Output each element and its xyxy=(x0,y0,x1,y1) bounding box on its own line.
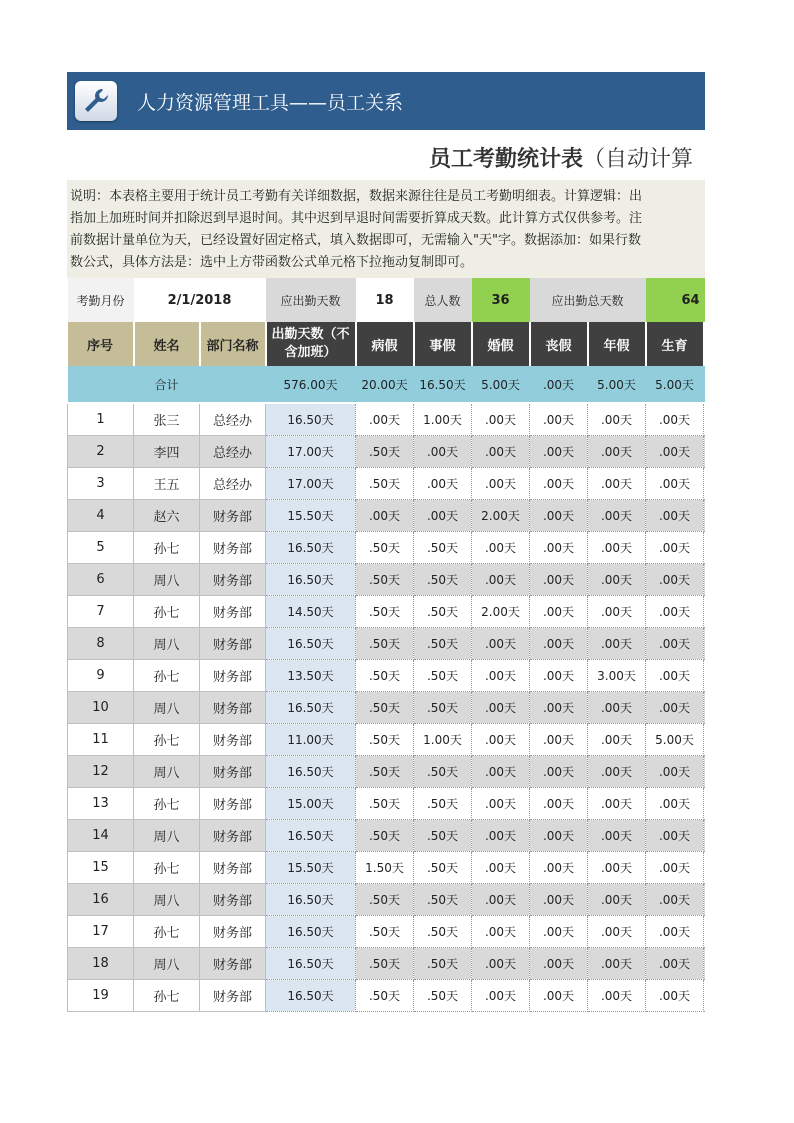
table-cell[interactable]: 16.50天 xyxy=(266,403,356,436)
table-cell[interactable]: 王五 xyxy=(134,468,200,500)
wrench-icon xyxy=(75,81,117,121)
table-cell[interactable]: .00天 xyxy=(530,500,588,532)
table-cell[interactable]: .00天 xyxy=(646,660,704,692)
table-cell xyxy=(704,724,705,756)
table-cell[interactable]: 1.50天 xyxy=(356,852,414,884)
table-cell[interactable]: .50天 xyxy=(414,884,472,916)
people-value[interactable]: 36 xyxy=(472,278,530,322)
col-header-funeral: 丧假 xyxy=(530,322,588,366)
table-cell[interactable]: .50天 xyxy=(356,532,414,564)
table-cell[interactable]: .00天 xyxy=(530,756,588,788)
table-cell[interactable]: .00天 xyxy=(588,820,646,852)
table-cell[interactable]: .00天 xyxy=(472,788,530,820)
table-cell[interactable]: 10 xyxy=(68,692,134,724)
table-cell[interactable]: .00天 xyxy=(646,468,704,500)
days-label: 应出勤天数 xyxy=(266,278,356,322)
table-cell[interactable]: 财务部 xyxy=(200,980,266,1012)
table-cell[interactable]: .00天 xyxy=(646,403,704,436)
table-cell[interactable]: 周八 xyxy=(134,884,200,916)
table-cell[interactable]: 张三 xyxy=(134,403,200,436)
table-cell[interactable]: .50天 xyxy=(356,692,414,724)
days-value[interactable]: 18 xyxy=(356,278,414,322)
table-cell[interactable]: 12 xyxy=(68,756,134,788)
note-line: 数公式，具体方法是：选中上方带函数公式单元格下拉拖动复制即可。 xyxy=(70,255,474,270)
table-cell xyxy=(704,884,705,916)
col-header-dept: 部门名称 xyxy=(200,322,266,366)
table-cell[interactable]: .00天 xyxy=(646,596,704,628)
table-cell[interactable]: .00天 xyxy=(472,980,530,1012)
table-row xyxy=(68,532,706,564)
table-cell[interactable]: 4 xyxy=(68,500,134,532)
table-cell[interactable]: .00天 xyxy=(646,692,704,724)
table-row xyxy=(68,500,706,532)
note-line: 前数据计量单位为天，已经设置好固定格式，填入数据即可，无需输入"天"字。数据添加：如果行数 xyxy=(70,233,641,248)
table-cell[interactable]: .00天 xyxy=(530,980,588,1012)
page-title-sub: （自动计算 xyxy=(583,147,694,172)
table-cell[interactable]: .00天 xyxy=(646,788,704,820)
table-row xyxy=(68,596,706,628)
table-cell[interactable]: 14 xyxy=(68,820,134,852)
table-cell[interactable]: .50天 xyxy=(414,756,472,788)
month-label: 考勤月份 xyxy=(68,278,134,322)
table-cell[interactable]: .00天 xyxy=(588,980,646,1012)
table-cell[interactable]: 财务部 xyxy=(200,948,266,980)
table-cell[interactable]: .00天 xyxy=(646,820,704,852)
col-header-marriage: 婚假 xyxy=(472,322,530,366)
totals-row xyxy=(68,366,706,403)
table-cell[interactable]: 7 xyxy=(68,596,134,628)
table-cell[interactable]: 周八 xyxy=(134,756,200,788)
table-cell[interactable]: 李四 xyxy=(134,436,200,468)
table-cell[interactable]: 8 xyxy=(68,628,134,660)
col-header-index: 序号 xyxy=(68,322,134,366)
total-days-label: 应出勤总天数 xyxy=(530,278,646,322)
spreadsheet-view xyxy=(67,72,705,1038)
table-cell[interactable]: 2.00天 xyxy=(472,596,530,628)
table-cell[interactable]: .00天 xyxy=(646,500,704,532)
table-cell[interactable]: .50天 xyxy=(414,628,472,660)
table-cell[interactable]: 16.50天 xyxy=(266,884,356,916)
table-cell[interactable]: .50天 xyxy=(356,660,414,692)
total-cell[interactable]: 5.00天 xyxy=(472,366,530,403)
total-cell[interactable]: 5.00天 xyxy=(646,366,704,403)
col-header-maternity: 生育 xyxy=(646,322,704,366)
table-cell[interactable]: 总经办 xyxy=(200,403,266,436)
table-cell[interactable]: .00天 xyxy=(646,884,704,916)
banner xyxy=(67,72,705,130)
table-cell[interactable]: .00天 xyxy=(530,660,588,692)
table-cell[interactable]: 18 xyxy=(68,948,134,980)
table-cell[interactable]: 3.00天 xyxy=(588,660,646,692)
table-cell[interactable]: .50天 xyxy=(414,788,472,820)
table-row xyxy=(68,468,706,500)
banner-title: 人力资源管理工具——员工关系 xyxy=(137,92,404,114)
table-cell xyxy=(704,468,705,500)
col-header-overflow xyxy=(704,322,705,366)
table-cell[interactable]: .50天 xyxy=(414,852,472,884)
table-cell[interactable]: 财务部 xyxy=(200,916,266,948)
table-row xyxy=(68,660,706,692)
table-cell[interactable]: 5.00天 xyxy=(646,724,704,756)
table-cell[interactable]: 赵六 xyxy=(134,500,200,532)
table-row xyxy=(68,692,706,724)
table-cell xyxy=(704,596,705,628)
table-cell[interactable]: 16.50天 xyxy=(266,756,356,788)
table-cell[interactable]: .00天 xyxy=(588,596,646,628)
table-cell[interactable]: 财务部 xyxy=(200,788,266,820)
table-cell[interactable]: .00天 xyxy=(646,532,704,564)
table-cell[interactable]: 孙七 xyxy=(134,852,200,884)
table-row xyxy=(68,564,706,596)
table-cell[interactable]: .50天 xyxy=(356,596,414,628)
table-cell[interactable]: .00天 xyxy=(646,948,704,980)
table-cell[interactable]: .50天 xyxy=(414,820,472,852)
table-cell[interactable]: .00天 xyxy=(472,692,530,724)
table-cell[interactable]: 财务部 xyxy=(200,564,266,596)
table-cell[interactable]: 1.00天 xyxy=(414,724,472,756)
table-cell[interactable]: 2 xyxy=(68,436,134,468)
table-cell[interactable]: .50天 xyxy=(356,468,414,500)
table-cell xyxy=(704,692,705,724)
table-cell[interactable]: .00天 xyxy=(646,628,704,660)
total-days-value[interactable]: 64 xyxy=(646,278,705,322)
table-cell[interactable]: .00天 xyxy=(472,884,530,916)
table-cell[interactable]: 财务部 xyxy=(200,852,266,884)
table-cell[interactable]: 16.50天 xyxy=(266,980,356,1012)
table-cell xyxy=(704,788,705,820)
table-cell[interactable]: .00天 xyxy=(588,692,646,724)
table-cell[interactable]: .00天 xyxy=(472,820,530,852)
table-cell[interactable]: 财务部 xyxy=(200,660,266,692)
totals-label: 合计 xyxy=(68,366,266,403)
table-cell[interactable]: 财务部 xyxy=(200,532,266,564)
table-cell[interactable]: .50天 xyxy=(356,820,414,852)
table-row xyxy=(68,628,706,660)
table-cell[interactable]: 总经办 xyxy=(200,468,266,500)
table-cell[interactable]: .00天 xyxy=(646,980,704,1012)
table-cell[interactable]: .50天 xyxy=(356,948,414,980)
table-cell[interactable]: 孙七 xyxy=(134,916,200,948)
attendance-table xyxy=(67,278,705,1012)
table-row xyxy=(68,436,706,468)
table-cell[interactable]: 17 xyxy=(68,916,134,948)
table-cell[interactable]: .50天 xyxy=(414,916,472,948)
table-cell[interactable]: 16.50天 xyxy=(266,948,356,980)
table-cell[interactable]: .00天 xyxy=(472,916,530,948)
table-row xyxy=(68,948,706,980)
table-cell[interactable]: 孙七 xyxy=(134,596,200,628)
table-cell[interactable]: 周八 xyxy=(134,948,200,980)
table-cell[interactable]: .00天 xyxy=(588,468,646,500)
table-cell[interactable]: .00天 xyxy=(530,692,588,724)
table-cell[interactable]: 周八 xyxy=(134,564,200,596)
table-row xyxy=(68,980,706,1012)
table-row xyxy=(68,916,706,948)
table-cell[interactable]: .00天 xyxy=(588,884,646,916)
table-cell[interactable]: .50天 xyxy=(356,436,414,468)
table-cell[interactable]: .00天 xyxy=(414,468,472,500)
table-cell[interactable]: 11.00天 xyxy=(266,724,356,756)
table-cell[interactable]: 15.50天 xyxy=(266,852,356,884)
table-cell[interactable]: 财务部 xyxy=(200,884,266,916)
table-cell[interactable]: .00天 xyxy=(588,948,646,980)
table-cell[interactable]: .00天 xyxy=(472,436,530,468)
col-header-sick: 病假 xyxy=(356,322,414,366)
table-cell xyxy=(704,500,705,532)
table-cell[interactable]: 周八 xyxy=(134,820,200,852)
table-cell[interactable]: 17.00天 xyxy=(266,436,356,468)
col-header-personal: 事假 xyxy=(414,322,472,366)
table-cell xyxy=(704,436,705,468)
table-cell[interactable]: 16.50天 xyxy=(266,532,356,564)
table-cell xyxy=(704,628,705,660)
table-cell[interactable]: .00天 xyxy=(472,628,530,660)
table-cell[interactable]: .50天 xyxy=(414,660,472,692)
table-cell[interactable]: 16.50天 xyxy=(266,564,356,596)
table-cell[interactable]: .00天 xyxy=(530,628,588,660)
table-cell xyxy=(704,532,705,564)
total-cell[interactable]: 16.50天 xyxy=(414,366,472,403)
table-cell[interactable]: 9 xyxy=(68,660,134,692)
table-cell[interactable]: 16.50天 xyxy=(266,820,356,852)
table-cell[interactable]: .00天 xyxy=(588,532,646,564)
table-cell[interactable]: 财务部 xyxy=(200,596,266,628)
table-cell[interactable]: .50天 xyxy=(414,532,472,564)
table-cell[interactable]: 1.00天 xyxy=(414,403,472,436)
table-cell[interactable]: .00天 xyxy=(472,468,530,500)
table-cell xyxy=(704,916,705,948)
table-cell[interactable]: 周八 xyxy=(134,692,200,724)
table-cell[interactable]: .00天 xyxy=(472,852,530,884)
table-cell xyxy=(704,820,705,852)
table-cell[interactable]: .00天 xyxy=(588,628,646,660)
table-row xyxy=(68,403,706,436)
table-cell[interactable]: .00天 xyxy=(588,788,646,820)
table-cell[interactable]: 19 xyxy=(68,980,134,1012)
table-cell xyxy=(704,948,705,980)
table-cell[interactable]: 15 xyxy=(68,852,134,884)
table-cell[interactable]: .00天 xyxy=(530,948,588,980)
table-cell[interactable]: .00天 xyxy=(588,403,646,436)
table-cell[interactable]: .00天 xyxy=(588,500,646,532)
table-cell[interactable]: .00天 xyxy=(588,916,646,948)
table-cell[interactable]: .00天 xyxy=(472,532,530,564)
table-cell[interactable]: 11 xyxy=(68,724,134,756)
table-cell[interactable]: .00天 xyxy=(646,916,704,948)
table-cell[interactable]: .00天 xyxy=(588,564,646,596)
table-cell[interactable]: .00天 xyxy=(530,788,588,820)
table-cell[interactable]: .50天 xyxy=(356,884,414,916)
table-cell xyxy=(704,403,705,436)
header-row xyxy=(68,322,706,366)
table-cell[interactable]: .00天 xyxy=(646,852,704,884)
table-cell[interactable]: .00天 xyxy=(588,436,646,468)
table-row xyxy=(68,724,706,756)
table-cell[interactable]: 财务部 xyxy=(200,500,266,532)
table-cell[interactable]: .50天 xyxy=(356,980,414,1012)
table-cell[interactable]: 孙七 xyxy=(134,788,200,820)
info-row xyxy=(68,278,706,322)
table-row xyxy=(68,756,706,788)
table-cell[interactable]: 总经办 xyxy=(200,436,266,468)
table-cell[interactable]: .00天 xyxy=(472,564,530,596)
table-cell[interactable]: .50天 xyxy=(356,916,414,948)
table-cell[interactable]: 财务部 xyxy=(200,724,266,756)
table-cell[interactable]: 5 xyxy=(68,532,134,564)
table-cell[interactable]: .00天 xyxy=(530,884,588,916)
table-cell[interactable]: 周八 xyxy=(134,628,200,660)
table-cell[interactable]: 16.50天 xyxy=(266,916,356,948)
total-cell xyxy=(704,366,705,403)
col-header-annual: 年假 xyxy=(588,322,646,366)
table-cell xyxy=(704,980,705,1012)
table-cell[interactable]: .00天 xyxy=(356,403,414,436)
table-cell[interactable]: 6 xyxy=(68,564,134,596)
table-cell[interactable]: 2.00天 xyxy=(472,500,530,532)
table-cell xyxy=(704,852,705,884)
table-cell[interactable]: .00天 xyxy=(646,564,704,596)
table-cell[interactable]: .00天 xyxy=(472,756,530,788)
table-cell[interactable]: .00天 xyxy=(530,564,588,596)
table-cell[interactable]: .00天 xyxy=(356,500,414,532)
total-cell[interactable]: 20.00天 xyxy=(356,366,414,403)
page-title xyxy=(429,142,693,173)
col-header-name: 姓名 xyxy=(134,322,200,366)
table-cell[interactable]: .50天 xyxy=(414,564,472,596)
month-value[interactable]: 2/1/2018 xyxy=(134,278,266,322)
table-cell[interactable]: .00天 xyxy=(530,820,588,852)
table-cell[interactable]: .00天 xyxy=(588,724,646,756)
table-cell[interactable]: .00天 xyxy=(414,436,472,468)
table-cell[interactable]: .50天 xyxy=(356,628,414,660)
table-cell[interactable]: .00天 xyxy=(530,532,588,564)
table-row xyxy=(68,820,706,852)
table-cell[interactable]: .00天 xyxy=(414,500,472,532)
table-cell[interactable]: .50天 xyxy=(414,980,472,1012)
table-cell[interactable]: 1 xyxy=(68,403,134,436)
table-cell[interactable]: .00天 xyxy=(530,852,588,884)
table-cell[interactable]: 孙七 xyxy=(134,532,200,564)
table-cell[interactable]: .50天 xyxy=(356,756,414,788)
table-cell[interactable]: 孙七 xyxy=(134,660,200,692)
total-cell[interactable]: .00天 xyxy=(530,366,588,403)
table-cell[interactable]: .00天 xyxy=(646,756,704,788)
people-label: 总人数 xyxy=(414,278,472,322)
table-cell[interactable]: .00天 xyxy=(530,916,588,948)
table-cell[interactable]: 16 xyxy=(68,884,134,916)
table-cell[interactable]: 孙七 xyxy=(134,980,200,1012)
table-cell[interactable]: .00天 xyxy=(472,660,530,692)
col-header-attendance: 出勤天数（不含加班） xyxy=(266,322,356,366)
table-cell[interactable]: 16.50天 xyxy=(266,692,356,724)
table-cell[interactable]: .50天 xyxy=(414,692,472,724)
table-cell[interactable]: .00天 xyxy=(530,724,588,756)
note-line: 说明：本表格主要用于统计员工考勤有关详细数据，数据来源往往是员工考勤明细表。计算逻辑：出 xyxy=(70,189,643,204)
table-cell xyxy=(704,564,705,596)
table-cell[interactable]: .50天 xyxy=(356,788,414,820)
description-note xyxy=(67,180,705,278)
table-cell[interactable]: .00天 xyxy=(646,436,704,468)
table-cell[interactable]: 孙七 xyxy=(134,724,200,756)
table-cell[interactable]: 3 xyxy=(68,468,134,500)
table-cell[interactable]: 15.50天 xyxy=(266,500,356,532)
table-cell[interactable]: .50天 xyxy=(356,724,414,756)
table-row xyxy=(68,788,706,820)
table-cell[interactable]: .00天 xyxy=(588,852,646,884)
table-cell[interactable]: .00天 xyxy=(530,403,588,436)
table-cell[interactable]: .50天 xyxy=(414,596,472,628)
table-cell[interactable]: 16.50天 xyxy=(266,628,356,660)
table-cell[interactable]: .00天 xyxy=(530,468,588,500)
table-cell[interactable]: 财务部 xyxy=(200,692,266,724)
table-cell[interactable]: .00天 xyxy=(472,403,530,436)
table-cell[interactable]: .00天 xyxy=(472,724,530,756)
table-cell[interactable]: .00天 xyxy=(530,596,588,628)
table-row xyxy=(68,884,706,916)
table-cell[interactable]: 13 xyxy=(68,788,134,820)
table-cell[interactable]: 财务部 xyxy=(200,820,266,852)
table-cell[interactable]: 14.50天 xyxy=(266,596,356,628)
note-line: 指加上加班时间并扣除迟到早退时间。其中迟到早退时间需要折算成天数。此计算方式仅供参考。注 xyxy=(70,211,643,226)
table-cell[interactable]: .00天 xyxy=(530,436,588,468)
table-cell[interactable]: .00天 xyxy=(472,948,530,980)
total-cell[interactable]: 576.00天 xyxy=(266,366,356,403)
table-cell[interactable]: .00天 xyxy=(588,756,646,788)
table-row xyxy=(68,852,706,884)
table-cell[interactable]: 财务部 xyxy=(200,628,266,660)
table-cell[interactable]: 15.00天 xyxy=(266,788,356,820)
table-cell[interactable]: 17.00天 xyxy=(266,468,356,500)
table-cell[interactable]: 13.50天 xyxy=(266,660,356,692)
table-cell[interactable]: .50天 xyxy=(414,948,472,980)
page-title-main: 员工考勤统计表 xyxy=(429,147,584,172)
table-cell xyxy=(704,660,705,692)
table-cell[interactable]: .50天 xyxy=(356,564,414,596)
table-cell[interactable]: 财务部 xyxy=(200,756,266,788)
table-cell xyxy=(704,756,705,788)
total-cell[interactable]: 5.00天 xyxy=(588,366,646,403)
